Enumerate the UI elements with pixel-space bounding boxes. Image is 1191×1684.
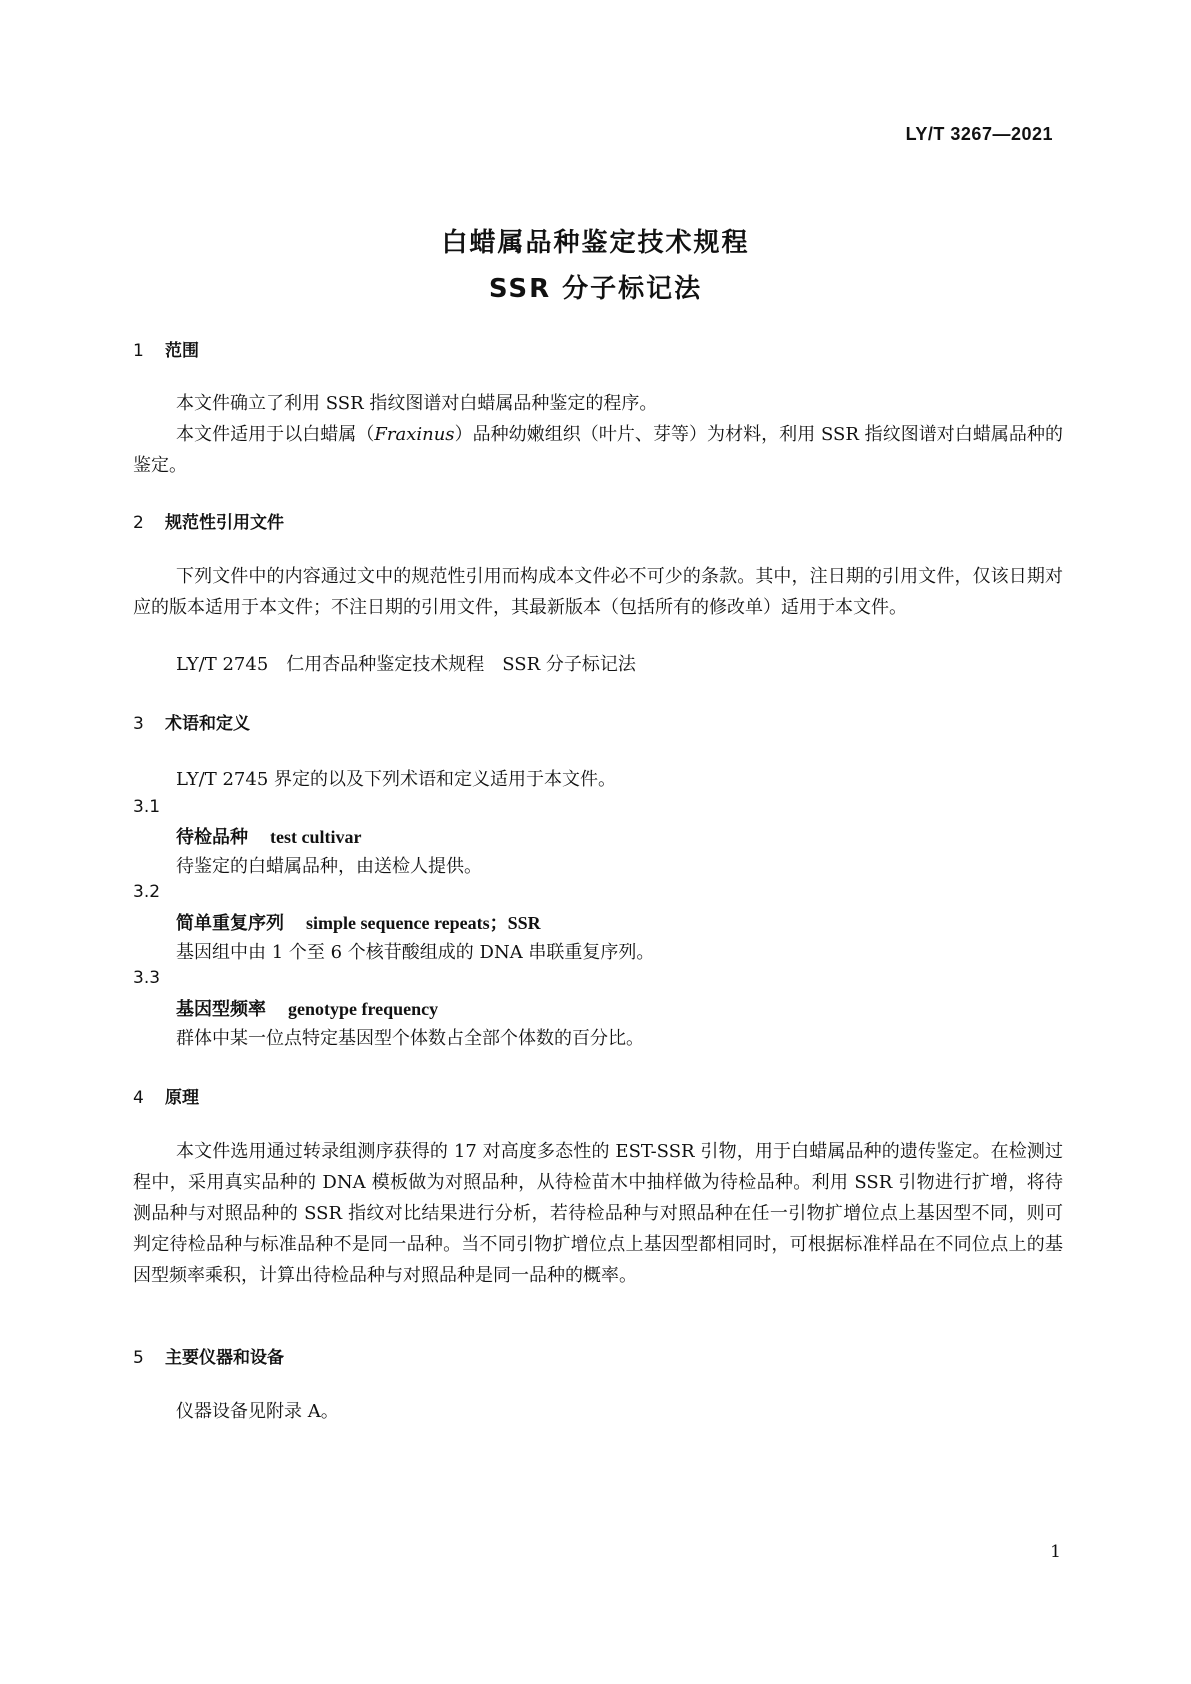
scope-paragraph-2 [133,419,1063,481]
section-number: 3 [133,714,144,734]
section-heading-equipment [133,1343,284,1368]
section-number: 4 [133,1088,144,1108]
term-number: 3.1 [133,797,161,817]
genus-name: Fraxinus [374,424,455,445]
section-title: 范围 [165,341,199,361]
term-zh: 简单重复序列 [176,913,284,934]
term-en: genotype frequency [288,999,439,1019]
term-zh: 基因型频率 [176,999,266,1020]
page-number: 1 [1050,1542,1061,1562]
section-title: 主要仪器和设备 [165,1348,284,1368]
section-heading-terms [133,709,250,734]
reference-item: LY/T 2745 仁用杏品种鉴定技术规程 SSR 分子标记法 [176,654,636,675]
document-title: 白蜡属品种鉴定技术规程 [441,228,750,258]
section-number: 1 [133,341,144,361]
term-heading [176,823,361,849]
scope-text-a: 本文件适用于以白蜡属（ [176,424,375,445]
equipment-paragraph: 仪器设备见附录 A。 [176,1401,339,1422]
term-heading [176,995,438,1021]
terms-intro: LY/T 2745 界定的以及下列术语和定义适用于本文件。 [176,769,617,790]
references-paragraph: 下列文件中的内容通过文中的规范性引用而构成本文件必不可少的条款。其中，注日期的引用文件，仅该日期对应的版本适用于本文件；不注日期的引用文件，其最新版本（包括所有的修改单）适用于本文件。 [133,566,1063,618]
section-number: 5 [133,1348,144,1368]
principle-paragraph: 本文件选用通过转录组测序获得的 17 对高度多态性的 EST-SSR 引物，用于白蜡属品种的遗传鉴定。在检测过程中，采用真实品种的 DNA 模板做为对照品种，从待检苗木中抽样做为待检品种。利用 SSR 引物进行扩增，将待测品种与对照品种的 SSR 指纹对比结果进行分析，若待检品种与对照品种在任一引物扩增位点上基因型不同，则可判定待检品种与标准品种不是同一品种。当不同引物扩增位点上基因型都相同时，可根据标准样品在不同位点上的基因型频率乘积，计算出待检品种与对照品种是同一品种的概率。 [133,1141,1063,1286]
section-title: 规范性引用文件 [165,513,284,533]
section-title: 原理 [165,1088,199,1108]
document-subtitle: SSR 分子标记法 [488,274,703,304]
term-en: simple sequence repeats；SSR [306,913,541,933]
term-definition: 群体中某一位点特定基因型个体数占全部个体数的百分比。 [176,1028,644,1049]
term-en: test cultivar [270,827,362,847]
section-heading-references [133,508,284,533]
standard-code: LY/T 3267—2021 [905,124,1053,144]
section-number: 2 [133,513,144,533]
section-heading-scope [133,336,199,361]
term-definition: 待鉴定的白蜡属品种，由送检人提供。 [176,856,482,877]
section-title: 术语和定义 [165,714,250,734]
term-number: 3.2 [133,882,161,902]
term-definition: 基因组中由 1 个至 6 个核苷酸组成的 DNA 串联重复序列。 [176,942,655,963]
term-number: 3.3 [133,968,161,988]
term-zh: 待检品种 [176,827,248,848]
section-heading-principle [133,1083,199,1108]
term-heading [176,909,541,935]
scope-text-b: ）品种幼嫩组织（叶片、芽等）为材料，利用 SSR 指纹图谱对白蜡属品种的鉴定。 [133,424,1063,476]
scope-paragraph-1: 本文件确立了利用 SSR 指纹图谱对白蜡属品种鉴定的程序。 [176,393,658,414]
